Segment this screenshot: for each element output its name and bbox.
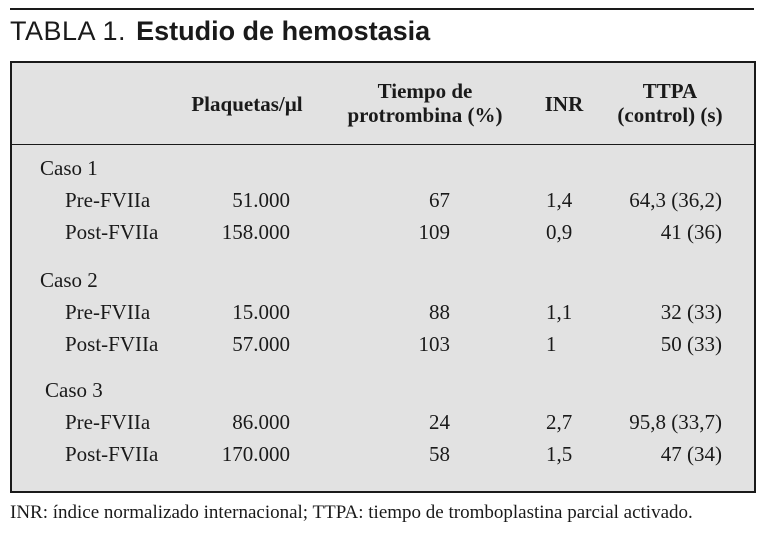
- cell-ttpa: 64,3 (36,2): [629, 188, 722, 212]
- table-label: TABLA 1.: [10, 16, 127, 46]
- cell-prothrombin: 58: [429, 442, 450, 466]
- cell-prothrombin: 24: [429, 410, 450, 434]
- header-prothrombin-line1: Tiempo de: [377, 79, 473, 103]
- cell-inr: 1,5: [546, 442, 573, 466]
- cell-platelets: 57.000: [232, 332, 290, 356]
- cell-prothrombin: 67: [429, 188, 450, 212]
- cell-ttpa: 95,8 (33,7): [629, 410, 722, 434]
- table-name: Estudio de hemostasia: [136, 16, 431, 46]
- row-label: Pre-FVIIa: [65, 410, 151, 434]
- cell-ttpa: 47 (34): [660, 442, 722, 466]
- case-label: Caso 3: [45, 378, 103, 402]
- cell-platelets: 158.000: [221, 220, 290, 244]
- header-prothrombin: [330, 79, 520, 127]
- cell-ttpa: 50 (33): [660, 332, 722, 356]
- case-label: Caso 1: [40, 156, 98, 180]
- row-label: Post-FVIIa: [65, 220, 159, 244]
- case-label: Caso 2: [40, 268, 98, 292]
- cell-platelets: 86.000: [232, 410, 290, 434]
- header-platelets: [162, 92, 332, 116]
- row-label: Post-FVIIa: [65, 442, 159, 466]
- table-panel: [10, 61, 756, 493]
- cell-inr: 1,4: [546, 188, 573, 212]
- table-footnote: INR: índice normalizado internacional; TTPA: tiempo de tromboplastina parcial activado.: [10, 502, 693, 523]
- header-platelets-text: Plaquetas/µl: [191, 92, 303, 116]
- header-ttpa-line2: (control) (s): [617, 103, 723, 127]
- table-title: [10, 14, 430, 48]
- cell-platelets: 15.000: [232, 300, 290, 324]
- header-inr-text: INR: [544, 92, 584, 116]
- cell-prothrombin: 109: [418, 220, 450, 244]
- top-rule: [10, 8, 754, 10]
- cell-platelets: 51.000: [232, 188, 290, 212]
- cell-inr: 1: [546, 332, 557, 356]
- cell-prothrombin: 88: [429, 300, 450, 324]
- header-ttpa: [595, 79, 745, 127]
- cell-inr: 0,9: [546, 220, 573, 244]
- cell-ttpa: 41 (36): [660, 220, 722, 244]
- header-inr: [534, 92, 594, 116]
- row-label: Pre-FVIIa: [65, 300, 151, 324]
- cell-inr: 1,1: [546, 300, 573, 324]
- cell-prothrombin: 103: [418, 332, 450, 356]
- cell-platelets: 170.000: [221, 442, 290, 466]
- row-label: Post-FVIIa: [65, 332, 159, 356]
- header-prothrombin-line2: protrombina (%): [347, 103, 503, 127]
- header-ttpa-line1: TTPA: [642, 79, 698, 103]
- row-label: Pre-FVIIa: [65, 188, 151, 212]
- cell-inr: 2,7: [546, 410, 573, 434]
- header-rule: [12, 144, 754, 145]
- cell-ttpa: 32 (33): [660, 300, 722, 324]
